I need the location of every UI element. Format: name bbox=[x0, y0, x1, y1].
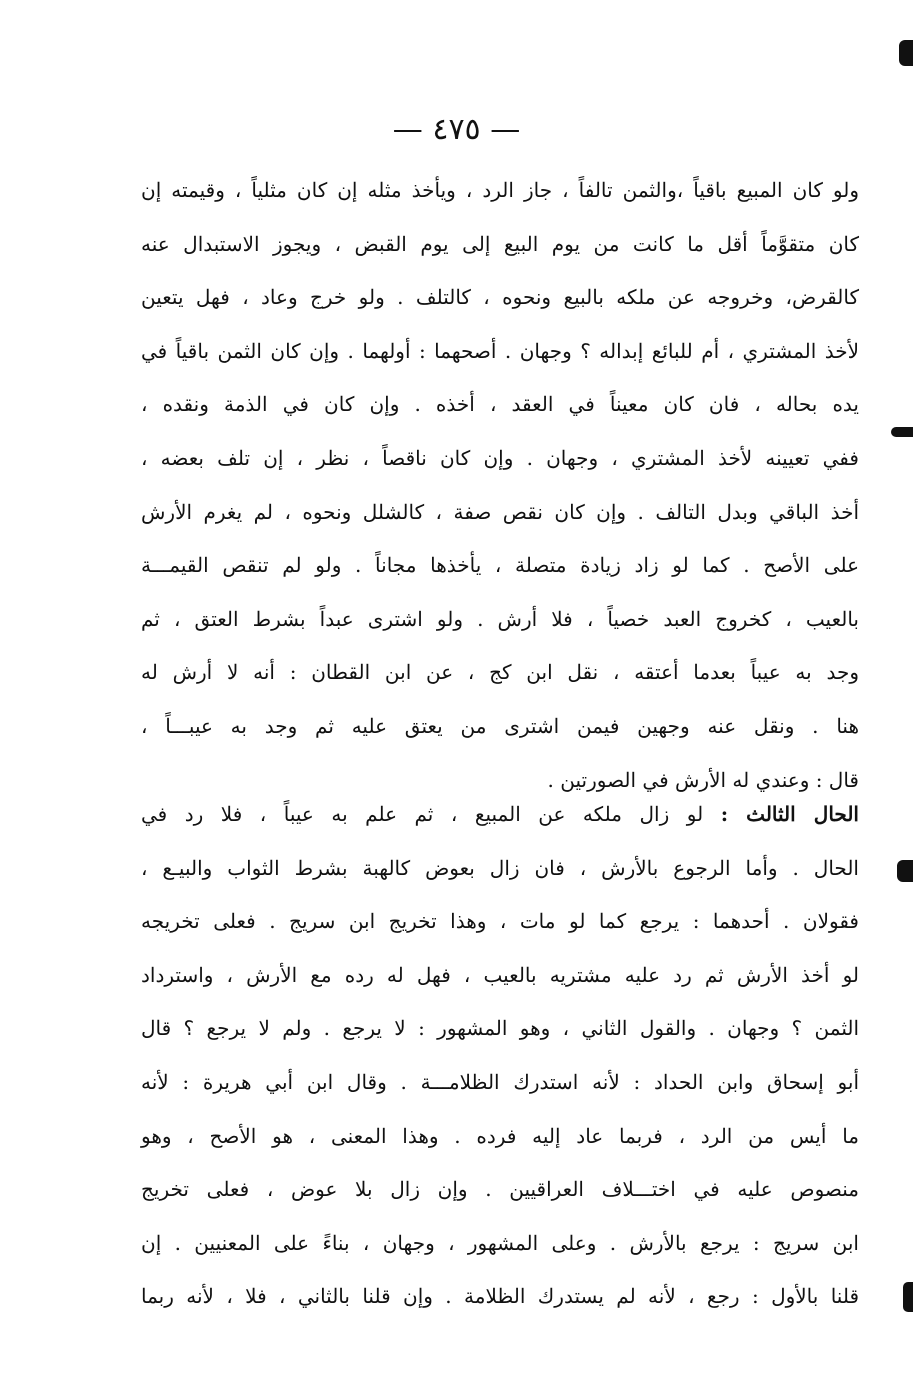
text-line: منصوص عليه في اختـــلاف العراقيين . وإن زال بلا عوض ، فعلى تخريج bbox=[141, 1177, 859, 1202]
text-line: على الأصح . كما لو زاد زيادة متصلة ، يأخذها مجاناً . ولو لم تنقص القيمـــة bbox=[141, 553, 859, 578]
text-line-rest: لو زال ملكه عن المبيع ، ثم علم به عيباً ، فلا رد في bbox=[141, 802, 721, 826]
text-line-first bbox=[141, 788, 859, 842]
text-line: لو أخذ الأرش ثم رد عليه مشتريه بالعيب ، فهل له رده مع الأرش ، واسترداد bbox=[141, 962, 859, 987]
text-line: قلنا بالأول : رجع ، لأنه لم يستدرك الظلامة . وإن قلنا بالثاني ، فلا ، لأنه ربما bbox=[141, 1284, 859, 1309]
text-line: الثمن ؟ وجهان . والقول الثاني ، وهو المشهور : لا يرجع . ولم لا يرجع ؟ قال bbox=[141, 1016, 859, 1041]
paragraph-2 bbox=[141, 788, 859, 1324]
text-line: لأخذ المشتري ، أم للبائع إبداله ؟ وجهان . أصحهما : أولهما . وإن كان الثمن باقياً في bbox=[141, 338, 860, 363]
scan-edge-mark bbox=[891, 427, 913, 437]
text-line: يده بحاله ، فان كان معيناً في العقد ، أخذه . وإن كان في الذمة ونقده ، bbox=[141, 392, 859, 417]
text-line: فقولان . أحدهما : يرجع كما لو مات ، وهذا تخريج ابن سريج . فعلى تخريجه bbox=[141, 909, 859, 934]
scan-edge-mark bbox=[899, 40, 913, 66]
text-line: قال : وعندي له الأرش في الصورتين . bbox=[547, 767, 859, 792]
scan-edge-mark bbox=[903, 1282, 913, 1312]
text-line: هنا . ونقل عنه وجهين فيمن اشترى من يعتق عليه ثم وجد به عيبـــاً ، bbox=[141, 713, 859, 738]
section-label: الحال الثالث : bbox=[720, 802, 859, 826]
text-line: ابن سريج : يرجع بالأرش . وعلى المشهور ، وجهان ، بناءً على المعنيين . إن bbox=[141, 1230, 859, 1255]
text-line: ما أيس من الرد ، فربما عاد إليه فرده . وهذا المعنى ، هو الأصح ، وهو bbox=[141, 1123, 859, 1148]
text-line: الحال . وأما الرجوع بالأرش ، فان زال بعوض كالهبة بشرط الثواب والبيـع ، bbox=[141, 855, 859, 880]
text-line: أبو إسحاق وابن الحداد : لأنه استدرك الظلامـــة . وقال ابن أبي هريرة : لأنه bbox=[141, 1069, 859, 1094]
text-line: كان متقوَّماً أقل ما كانت من يوم البيع إلى يوم القبض ، ويجوز الاستبدال عنه bbox=[141, 231, 859, 256]
text-line: ففي تعيينه لأخذ المشتري ، وجهان . وإن كان ناقصاً ، نظر ، إن تلف بعضه ، bbox=[141, 445, 859, 470]
text-line: أخذ الباقي وبدل التالف . وإن كان نقص صفة ، كالشلل ونحوه ، لم يغرم الأرش bbox=[141, 499, 859, 524]
text-line: كالقرض، وخروجه عن ملكه بالبيع ونحوه ، كالتلف . ولو خرج وعاد ، فهل يتعين bbox=[141, 285, 859, 310]
text-line: ولو كان المبيع باقياً ،والثمن تالفاً ، جاز الرد ، ويأخذ مثله إن كان مثلياً ، وقيمته إن bbox=[141, 178, 859, 202]
page-number: — ٤٧٥ — bbox=[392, 112, 521, 147]
text-line: وجد به عيباً بعدما أعتقه ، نقل ابن كج ، عن ابن القطان : أنه لا أرش له bbox=[141, 660, 859, 685]
paragraph-1 bbox=[141, 164, 859, 807]
scan-edge-mark bbox=[897, 860, 913, 882]
text-line: بالعيب ، كخروج العبد خصياً ، فلا أرش . ولو اشترى عبداً بشرط العتق ، ثم bbox=[141, 606, 859, 631]
